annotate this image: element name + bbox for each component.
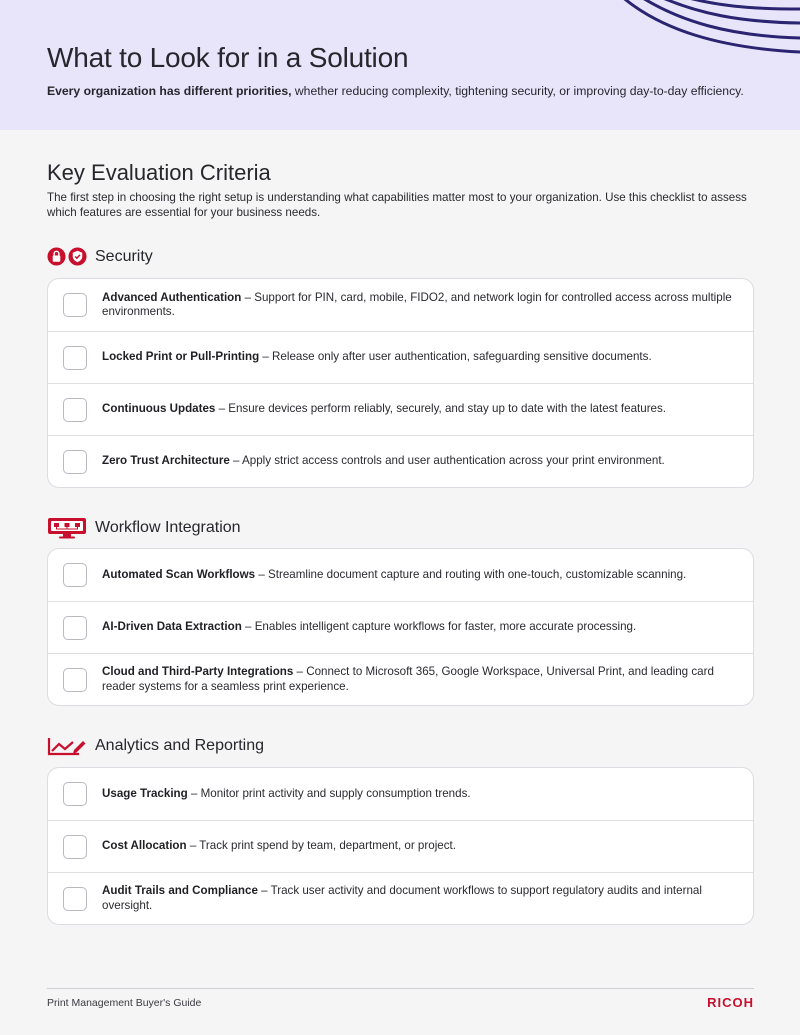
list-item[interactable]: [48, 601, 753, 653]
item-desc: – Track print spend by team, department, or project.: [186, 839, 456, 853]
section-workflow-label: Workflow Integration: [95, 519, 241, 536]
ricoh-logo: RICOH: [707, 995, 754, 1010]
analytics-checklist: [47, 767, 754, 925]
list-item[interactable]: [48, 872, 753, 924]
item-title: Zero Trust Architecture: [102, 454, 230, 468]
item-desc: – Monitor print activity and supply consumption trends.: [187, 786, 471, 800]
item-title: Continuous Updates: [102, 402, 216, 416]
item-desc: – Apply strict access controls and user authentication across your print environment.: [229, 454, 665, 468]
item-title: Cloud and Third-Party Integrations: [102, 665, 294, 678]
checkbox[interactable]: [63, 887, 87, 911]
checkbox[interactable]: [63, 563, 87, 587]
section-analytics-label: Analytics and Reporting: [95, 737, 264, 754]
item-title: Advanced Authentication: [102, 290, 242, 304]
list-item[interactable]: [48, 383, 753, 435]
list-item[interactable]: [48, 653, 753, 705]
item-title: Automated Scan Workflows: [102, 567, 256, 581]
checkbox[interactable]: [63, 616, 87, 640]
page-lead: [47, 84, 744, 98]
lock-icon: [47, 247, 66, 266]
section-analytics-heading: [47, 736, 264, 756]
checkbox[interactable]: [63, 668, 87, 692]
section-security-heading: [47, 247, 153, 266]
list-item[interactable]: [48, 768, 753, 820]
list-item[interactable]: [48, 279, 753, 331]
page-title: What to Look for in a Solution: [47, 42, 409, 73]
workflow-checklist: [47, 548, 754, 706]
checkbox[interactable]: [63, 293, 87, 317]
item-desc: – Release only after user authentication, safeguarding sensitive documents.: [259, 350, 652, 364]
item-title: Locked Print or Pull-Printing: [102, 350, 260, 364]
item-desc: – Track user activity and document workflows to support regulatory audits and internal oversight.: [102, 884, 702, 912]
section-security-label: Security: [95, 247, 153, 265]
item-title: AI-Driven Data Extraction: [102, 620, 242, 634]
item-desc: – Streamline document capture and routing with one-touch, customizable scanning.: [255, 567, 687, 581]
item-desc: – Connect to Microsoft 365, Google Workspace, Universal Print, and leading card reader systems for a seamless print experience.: [102, 665, 714, 693]
item-desc: – Ensure devices perform reliably, securely, and stay up to date with the latest features.: [215, 402, 667, 416]
footer-divider: [47, 988, 754, 989]
decorative-arcs: [600, 0, 800, 70]
lead-bold: Every organization has different priorities,: [47, 84, 292, 98]
list-item[interactable]: [48, 549, 753, 601]
item-title: Audit Trails and Compliance: [102, 884, 258, 897]
item-title: Usage Tracking: [102, 786, 188, 800]
list-item[interactable]: [48, 820, 753, 872]
checkbox[interactable]: [63, 782, 87, 806]
chart-pen-icon: [47, 736, 87, 756]
checkbox[interactable]: [63, 346, 87, 370]
checkbox[interactable]: [63, 835, 87, 859]
shield-check-icon: [68, 247, 87, 266]
footer-guide-title: Print Management Buyer's Guide: [47, 997, 202, 1009]
checkbox[interactable]: [63, 450, 87, 474]
item-desc: – Enables intelligent capture workflows for faster, more accurate processing.: [241, 620, 637, 634]
list-item[interactable]: [48, 435, 753, 487]
monitor-network-icon: [47, 517, 87, 539]
item-title: Cost Allocation: [102, 839, 187, 853]
item-desc: – Support for PIN, card, mobile, FIDO2, and network login for controlled access across multiple environments.: [102, 290, 732, 318]
list-item[interactable]: [48, 331, 753, 383]
hero-banner: [0, 0, 800, 130]
checkbox[interactable]: [63, 398, 87, 422]
key-criteria-title: Key Evaluation Criteria: [47, 160, 271, 185]
section-workflow-heading: [47, 517, 241, 539]
key-criteria-intro: The first step in choosing the right setup is understanding what capabilities matter most to your organization. Use this checklist to assess which features are essential for your business needs.: [47, 191, 747, 219]
security-checklist: [47, 278, 754, 488]
lead-rest: whether reducing complexity, tightening security, or improving day-to-day efficiency.: [291, 84, 744, 98]
